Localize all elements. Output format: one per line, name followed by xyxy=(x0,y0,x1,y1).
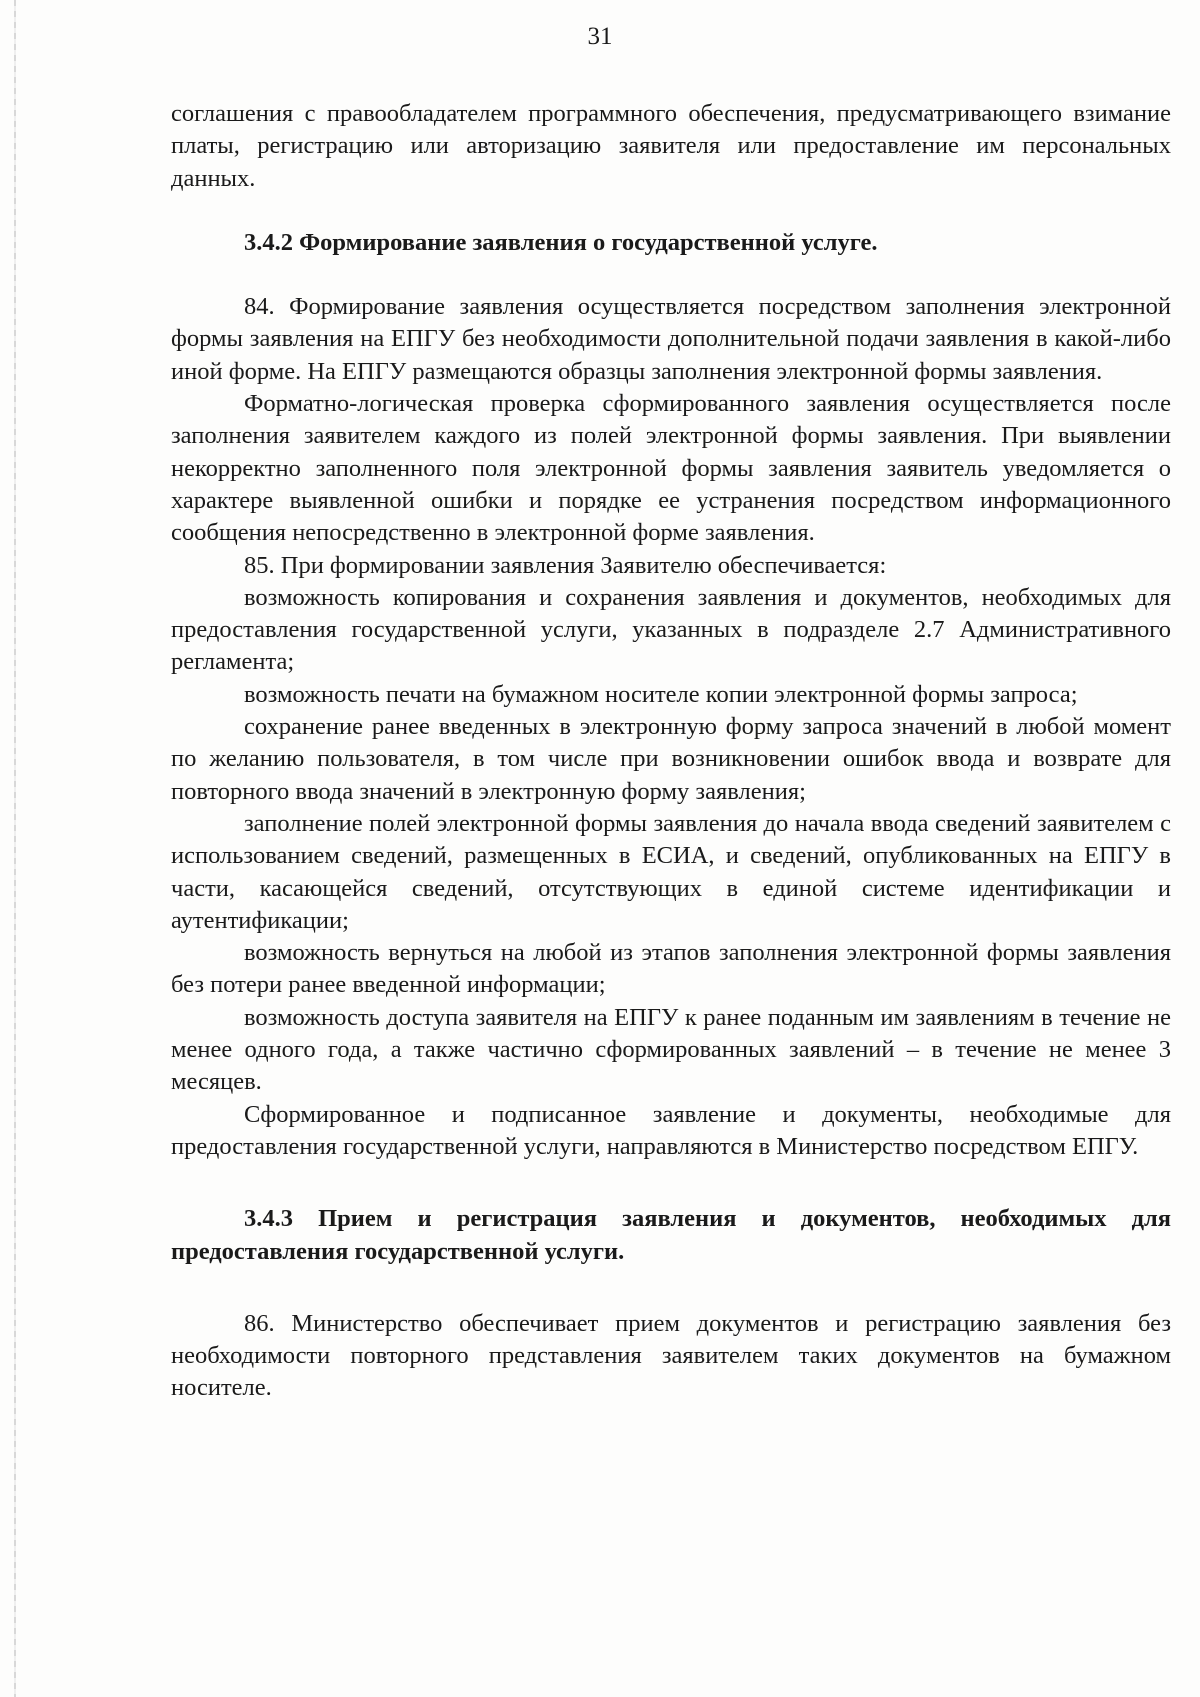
paragraph-submission: Сформированное и подписанное заявление и документы, необходимые для предоставления государственной услуги, направляются в Министерство посредством ЕПГУ. xyxy=(171,1100,1171,1160)
section-heading-3-4-3: 3.4.3 Прием и регистрация заявления и документов, необходимых для предоставления государственной услуги. xyxy=(171,1205,1171,1265)
paragraph-84: 84. Формирование заявления осуществляется посредством заполнения электронной формы заявления на ЕПГУ без необходимости дополнительной подачи заявления в какой-либо иной форме. На ЕПГУ размещаются образцы заполнения электронной формы заявления. xyxy=(171,293,1171,385)
paragraph-86: 86. Министерство обеспечивает прием документов и регистрацию заявления без необходимости повторного представления заявителем таких документов на бумажном носителе. xyxy=(171,1309,1171,1402)
paragraph-85: 85. При формировании заявления Заявителю обеспечивается: xyxy=(244,551,887,579)
list-item-save-values: сохранение ранее введенных в электронную форму запроса значений в любой момент по желанию пользователя, в том числе при возникновении ошибок ввода и возврате для повторного ввода значений в электронную форму заявления; xyxy=(171,713,1171,805)
page-number: 31 xyxy=(587,23,613,50)
paragraph-intro-continuation: соглашения с правообладателем программного обеспечения, предусматривающего взимание платы, регистрацию или авторизацию заявителя или предоставление им персональных данных. xyxy=(171,100,1171,192)
section-heading-3-4-2: 3.4.2 Формирование заявления о государственной услуге. xyxy=(244,228,878,256)
scan-edge-shadow xyxy=(14,0,16,1697)
list-item-return-step: возможность вернуться на любой из этапов заполнения электронной формы заявления без потери ранее введенной информации; xyxy=(171,939,1171,999)
list-item-access-history: возможность доступа заявителя на ЕПГУ к ранее поданным им заявлениям в течение не менее одного года, а также частично сформированных заявлений – в течение не менее 3 месяцев. xyxy=(171,1003,1171,1096)
paragraph-format-check: Форматно-логическая проверка сформированного заявления осуществляется после заполнения заявителем каждого из полей электронной формы заявления. При выявлении некорректно заполненного поля электронной формы заявления заявитель уведомляется о характере выявленной ошибки и порядке ее устранения посредством информационного сообщения непосредственно в электронной форме заявления. xyxy=(171,390,1171,547)
list-item-print: возможность печати на бумажном носителе копии электронной формы запроса; xyxy=(244,680,1078,708)
list-item-autofill: заполнение полей электронной формы заявления до начала ввода сведений заявителем с использованием сведений, размещенных в ЕСИА, и сведений, опубликованных на ЕПГУ в части, касающейся сведений, отсутствующих в единой системе идентификации и аутентификации; xyxy=(171,809,1171,934)
document-body xyxy=(171,98,1171,1405)
list-item-copy-save: возможность копирования и сохранения заявления и документов, необходимых для предоставления государственной услуги, указанных в подразделе 2.7 Административного регламента; xyxy=(171,583,1171,676)
